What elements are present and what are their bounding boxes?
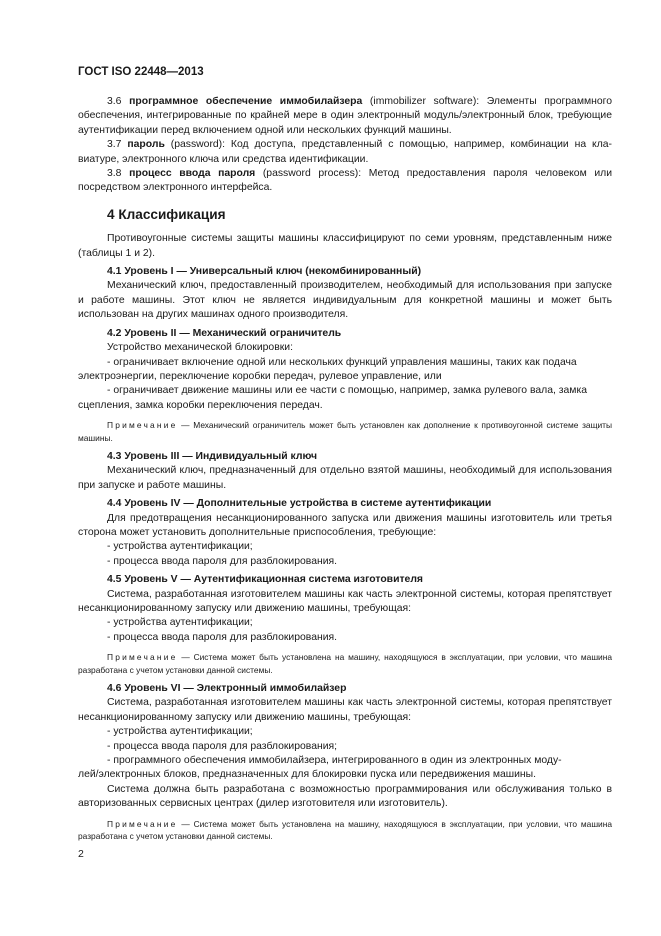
section-4-intro: Противоугонные системы защиты машины классифицируют по семи уровням, представленным ниже (таблицы 1 и 2). xyxy=(78,233,612,259)
document-body xyxy=(78,95,612,849)
level-6-title: 4.6 Уровень VI — Электронный иммобилайзер xyxy=(107,683,347,695)
level-5-text: Система, разработанная изготовителем машины как часть электронной системы, которая препятствует несанкционированному запуску или движению машины, требующая: xyxy=(78,588,612,614)
level-6-text-2: Система должна быть разработана с возможностью программирования или обслуживания только в авторизованных сервисных центрах (дилер изготовителя или изготовитель). xyxy=(78,783,612,810)
list-item: - ограничивает движение машины или ее части с помощью, например, замка рулевого вала, замка xyxy=(107,385,587,397)
page-number: 2 xyxy=(78,848,84,860)
level-3-title: 4.3 Уровень III — Индивидуальный ключ xyxy=(107,450,317,462)
section-4-title: 4 Классификация xyxy=(107,206,226,222)
level-6-text: Система, разработанная изготовителем машины как часть электронной системы, которая препятствует несанкционированному запуску или движению машины, требующая: xyxy=(78,697,612,723)
note-1: Примечание — Механический ограничитель может быть установлен как дополнение к противоугонной системе защиты машины. xyxy=(78,420,612,443)
list-item-continuation: лей/электронных блоков, предназначенных для блокировки пуска или передвижения машины. xyxy=(78,769,537,781)
level-1-text: Механический ключ, предоставленный производителем, необходимый для использования при запуске и работе машины. Этот ключ не является индивидуальным для конкретной машины и может быть использован на других машинах одного производителя. xyxy=(78,280,612,321)
level-1-title: 4.1 Уровень I — Универсальный ключ (некомбинированный) xyxy=(107,266,422,278)
list-item: - процесса ввода пароля для разблокирования; xyxy=(107,740,338,752)
definition-3-7: 3.7 пароль (password): Код доступа, представленный с помощью, например, комбинации на кла- виатуре, электронного ключа или средства идентификации. xyxy=(78,139,612,165)
list-item: - устройства аутентификации; xyxy=(107,541,253,553)
level-4-title: 4.4 Уровень IV — Дополнительные устройства в системе аутентификации xyxy=(107,498,492,510)
definition-3-6: 3.6 программное обеспечение иммобилайзера (immobilizer software): Элементы программного обеспечения, интегрированные по крайней мере в один электронный модуль/электронный блок, требующие аутентификации перед включением одной или нескольких функций машины. xyxy=(78,96,612,136)
level-2-title: 4.2 Уровень II — Механический ограничитель xyxy=(107,327,342,339)
level-2-text: Устройство механической блокировки: xyxy=(107,342,293,354)
list-item: - устройства аутентификации; xyxy=(107,726,253,738)
document-header: ГОСТ ISO 22448—2013 xyxy=(78,66,204,78)
definition-3-8: 3.8 процесс ввода пароля (password process): Метод предоставления пароля человеком или посредством электронного интерфейса. xyxy=(78,168,612,194)
level-5-title: 4.5 Уровень V — Аутентификационная система изготовителя xyxy=(107,574,423,586)
list-item-continuation: электроэнергии, переключение коробки передач, рулевое управление, или xyxy=(78,370,442,382)
list-item: - программного обеспечения иммобилайзера, интегрированного в один из электронных моду- xyxy=(107,755,562,767)
list-item: - процесса ввода пароля для разблокирования. xyxy=(107,555,338,567)
list-item-continuation: сцепления, замка коробки переключения передач. xyxy=(78,399,323,411)
level-3-text: Механический ключ, предназначенный для отдельно взятой машины, необходимый для использования при запуске и работе машины. xyxy=(78,465,612,491)
note-3: Примечание — Система может быть установлена на машину, находящуюся в эксплуатации, при условии, что машина разработана с учетом установки данной системы. xyxy=(78,818,612,842)
list-item: - устройства аутентификации; xyxy=(107,617,253,629)
level-4-text: Для предотвращения несанкционированного запуска или движения машины изготовитель или третья сторона может установить дополнительные приспособления, требующие: xyxy=(78,512,612,538)
list-item: - процесса ввода пароля для разблокирования. xyxy=(107,631,338,643)
note-2: Примечание — Система может быть установлена на машину, находящуюся в эксплуатации, при условии, что машина разработана с учетом установки данной системы. xyxy=(78,652,612,675)
list-item: - ограничивает включение одной или нескольких функций управления машины, таких как подача xyxy=(107,356,577,368)
